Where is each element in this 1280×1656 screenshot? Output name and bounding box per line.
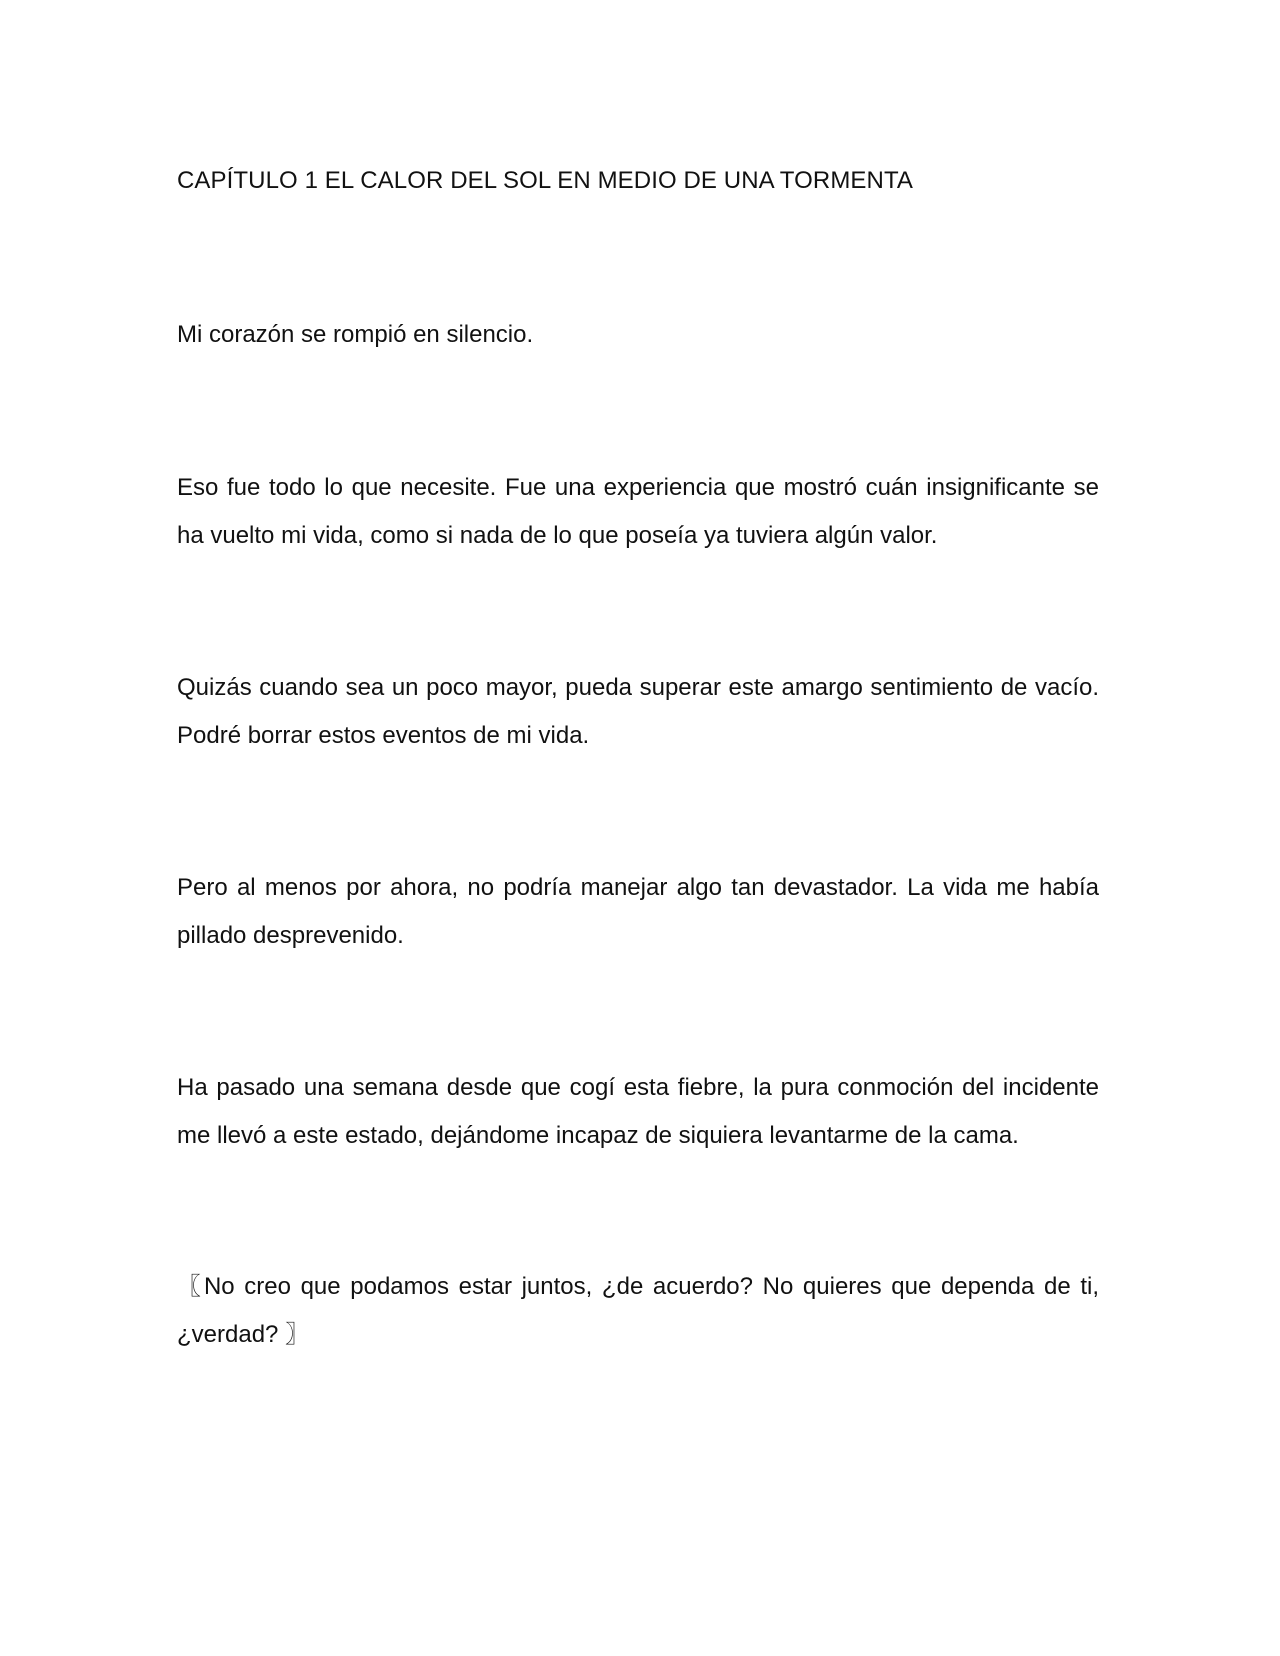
paragraph-2: Eso fue todo lo que necesite. Fue una experiencia que mostró cuán insignificante se ha vuelto mi vida, como si nada de lo que poseía ya tuviera algún valor. [177, 474, 1099, 549]
paragraph-3: Quizás cuando sea un poco mayor, pueda superar este amargo sentimiento de vacío. Podré borrar estos eventos de mi vida. [177, 674, 1099, 749]
paragraph-6-dialogue: 〖No creo que podamos estar juntos, ¿de acuerdo? No quieres que dependa de ti, ¿verdad? 〗 [177, 1273, 1099, 1348]
paragraph-5: Ha pasado una semana desde que cogí esta fiebre, la pura conmoción del incidente me llevó a este estado, dejándome incapaz de siquiera levantarme de la cama. [177, 1074, 1099, 1149]
paragraph-1: Mi corazón se rompió en silencio. [177, 321, 534, 348]
paragraph-4: Pero al menos por ahora, no podría manejar algo tan devastador. La vida me había pillado desprevenido. [177, 874, 1099, 949]
chapter-title: CAPÍTULO 1 EL CALOR DEL SOL EN MEDIO DE UNA TORMENTA [177, 167, 914, 194]
